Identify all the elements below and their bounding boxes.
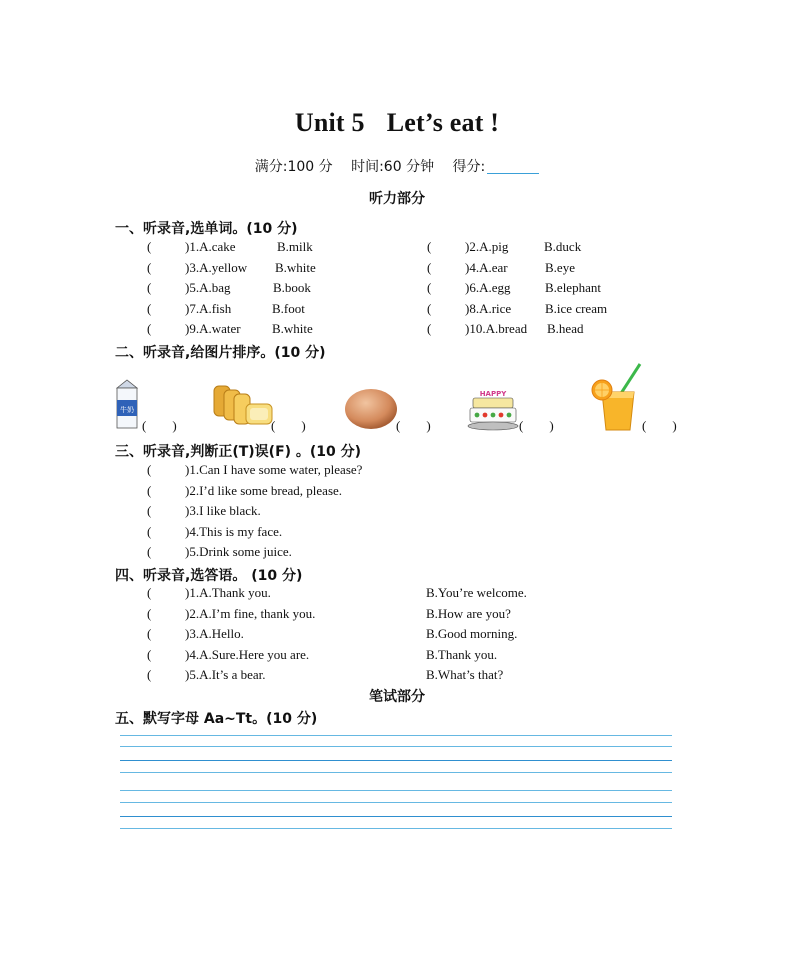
question-text: )7.A.fish bbox=[185, 301, 232, 316]
question-row bbox=[427, 321, 584, 337]
writing-line bbox=[120, 772, 672, 773]
answer-blank[interactable]: ( bbox=[147, 239, 152, 254]
question-text: )4.A.ear bbox=[465, 260, 508, 275]
order-blank[interactable]: ( ) bbox=[271, 418, 306, 433]
option-b: B.white bbox=[272, 321, 313, 336]
writing-line bbox=[120, 790, 672, 791]
section-2-heading: 二、听录音,给图片排序。(10 分) bbox=[115, 345, 326, 361]
option-b: B.eye bbox=[545, 260, 575, 275]
writing-line bbox=[120, 802, 672, 803]
question-text: )5.A.It’s a bear. bbox=[185, 667, 266, 682]
option-b: B.You’re welcome. bbox=[426, 585, 527, 600]
question-text: )8.A.rice bbox=[465, 301, 512, 316]
option-b: B.Thank you. bbox=[426, 647, 498, 662]
answer-blank[interactable]: ( bbox=[147, 280, 152, 295]
answer-blank[interactable]: ( bbox=[427, 280, 432, 295]
question-text: )2.A.pig bbox=[465, 239, 509, 254]
option-b: B.milk bbox=[277, 239, 313, 254]
full-score: 满分:100 分 bbox=[254, 159, 333, 175]
page-title bbox=[0, 108, 794, 138]
section-4-heading: 四、听录音,选答语。 (10 分) bbox=[115, 568, 303, 584]
writing-line bbox=[120, 828, 672, 829]
question-row bbox=[147, 503, 261, 519]
part-listening: 听力部分 bbox=[369, 191, 425, 207]
question-text: )10.A.bread bbox=[465, 321, 528, 336]
question-row bbox=[147, 483, 342, 499]
svg-text:牛奶: 牛奶 bbox=[120, 406, 134, 414]
question-row bbox=[147, 544, 292, 560]
option-b: B.foot bbox=[272, 301, 305, 316]
answer-blank[interactable]: ( bbox=[147, 503, 152, 518]
question-row bbox=[147, 321, 313, 337]
writing-line bbox=[120, 746, 672, 747]
answer-blank[interactable]: ( bbox=[427, 260, 432, 275]
question-row bbox=[147, 301, 305, 317]
svg-text:HAPPY: HAPPY bbox=[479, 390, 507, 398]
answer-blank[interactable]: ( bbox=[147, 606, 152, 621]
option-b: B.head bbox=[547, 321, 584, 336]
answer-blank[interactable]: ( bbox=[427, 301, 432, 316]
question-text: )5.A.bag bbox=[185, 280, 231, 295]
question-row bbox=[147, 647, 498, 663]
question-row bbox=[427, 301, 608, 317]
question-row bbox=[147, 667, 504, 683]
answer-blank[interactable]: ( bbox=[147, 667, 152, 682]
question-row bbox=[147, 606, 511, 622]
question-row bbox=[147, 626, 518, 642]
question-row bbox=[147, 524, 282, 540]
option-b: B.elephant bbox=[545, 280, 601, 295]
answer-blank[interactable]: ( bbox=[147, 301, 152, 316]
question-row bbox=[147, 260, 316, 276]
option-b: B.How are you? bbox=[426, 606, 511, 621]
question-text: )2.I’d like some bread, please. bbox=[185, 483, 343, 498]
milk-carton-icon bbox=[114, 378, 140, 435]
question-row bbox=[147, 239, 313, 255]
question-row bbox=[147, 585, 527, 601]
writing-line bbox=[120, 816, 672, 817]
order-blank[interactable]: ( ) bbox=[142, 418, 177, 433]
bread-icon bbox=[212, 382, 274, 433]
question-text: )1.A.cake bbox=[185, 239, 236, 254]
question-text: )1.Can I have some water, please? bbox=[185, 462, 363, 477]
egg-icon bbox=[344, 388, 398, 435]
section-3-heading: 三、听录音,判断正(T)误(F) 。(10 分) bbox=[115, 444, 362, 460]
option-b: B.What’s that? bbox=[426, 667, 504, 682]
answer-blank[interactable]: ( bbox=[147, 626, 152, 641]
answer-blank[interactable]: ( bbox=[147, 544, 152, 559]
option-b: B.white bbox=[275, 260, 316, 275]
question-text: )6.A.egg bbox=[465, 280, 511, 295]
question-row bbox=[147, 462, 362, 478]
part-writing: 笔试部分 bbox=[369, 689, 425, 705]
option-b: B.book bbox=[273, 280, 311, 295]
question-text: )4.This is my face. bbox=[185, 524, 283, 539]
order-blank[interactable]: ( ) bbox=[396, 418, 431, 433]
juice-glass-icon bbox=[590, 362, 644, 437]
question-text: )1.A.Thank you. bbox=[185, 585, 271, 600]
writing-line bbox=[120, 735, 672, 736]
section-5-heading: 五、默写字母 Aa~Tt。(10 分) bbox=[115, 711, 318, 727]
question-text: )9.A.water bbox=[185, 321, 241, 336]
exam-meta bbox=[0, 156, 794, 176]
answer-blank[interactable]: ( bbox=[147, 483, 152, 498]
answer-blank[interactable]: ( bbox=[147, 321, 152, 336]
order-blank[interactable]: ( ) bbox=[642, 418, 677, 433]
option-b: B.duck bbox=[544, 239, 582, 254]
question-row bbox=[427, 239, 582, 255]
answer-blank[interactable]: ( bbox=[147, 260, 152, 275]
writing-line bbox=[120, 760, 672, 761]
order-blank[interactable]: ( ) bbox=[519, 418, 554, 433]
score-label: 得分: bbox=[452, 159, 486, 175]
score-blank[interactable] bbox=[487, 173, 539, 174]
option-b: B.Good morning. bbox=[426, 626, 518, 641]
question-text: )3.A.Hello. bbox=[185, 626, 244, 641]
question-text: )3.A.yellow bbox=[185, 260, 248, 275]
question-row bbox=[427, 280, 601, 296]
section-1-heading: 一、听录音,选单词。(10 分) bbox=[115, 221, 298, 237]
time-limit: 时间:60 分钟 bbox=[351, 159, 435, 175]
answer-blank[interactable]: ( bbox=[427, 321, 432, 336]
question-row bbox=[427, 260, 575, 276]
birthday-cake-icon bbox=[467, 388, 519, 437]
question-text: )3.I like black. bbox=[185, 503, 261, 518]
title-unit: Unit 5 bbox=[294, 108, 365, 137]
answer-blank[interactable]: ( bbox=[147, 462, 152, 477]
answer-blank[interactable]: ( bbox=[427, 239, 432, 254]
question-text: )2.A.I’m fine, thank you. bbox=[185, 606, 316, 621]
option-b: B.ice cream bbox=[545, 301, 608, 316]
answer-blank[interactable]: ( bbox=[147, 585, 152, 600]
answer-blank[interactable]: ( bbox=[147, 524, 152, 539]
title-text: Let’s eat ! bbox=[386, 108, 500, 137]
answer-blank[interactable]: ( bbox=[147, 647, 152, 662]
question-text: )4.A.Sure.Here you are. bbox=[185, 647, 310, 662]
question-row bbox=[147, 280, 311, 296]
question-text: )5.Drink some juice. bbox=[185, 544, 292, 559]
